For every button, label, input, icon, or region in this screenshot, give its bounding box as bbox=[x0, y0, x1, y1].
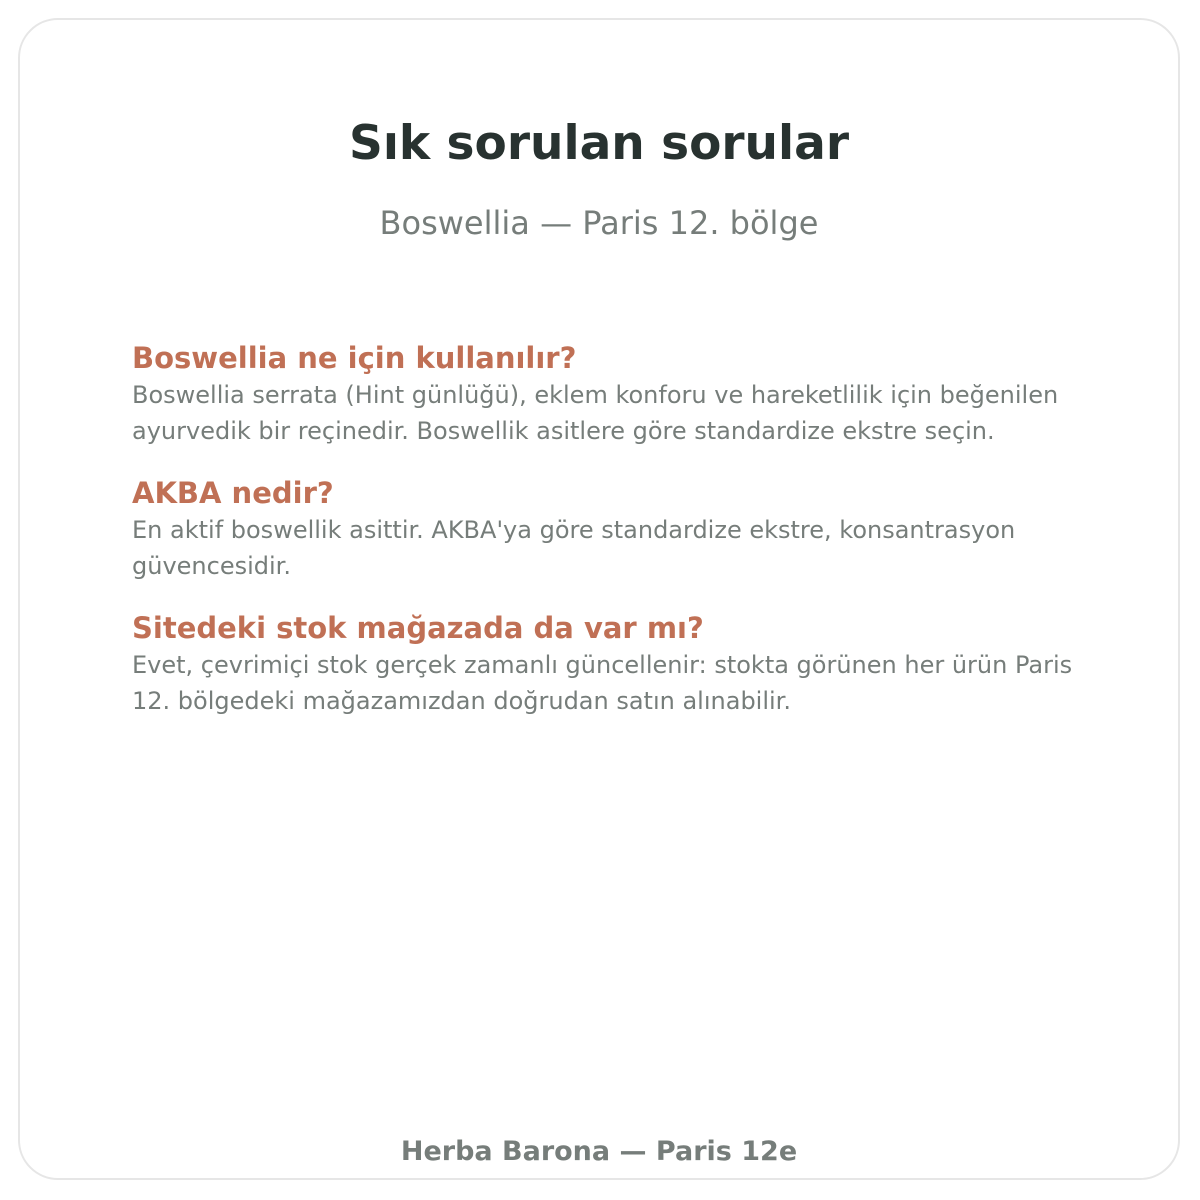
faq-question: Sitedeki stok mağazada da var mı? bbox=[132, 611, 704, 646]
faq-answer: En aktif boswellik asittir. AKBA'ya göre standardize ekstre, konsantrasyon güvencesidir. bbox=[132, 516, 1016, 580]
faq-question: AKBA nedir? bbox=[132, 476, 334, 511]
page-subtitle: Boswellia — Paris 12. bölge bbox=[379, 204, 819, 242]
footer-brand: Herba Barona — Paris 12e bbox=[400, 1136, 798, 1167]
faq-item bbox=[132, 339, 1102, 449]
faq-card bbox=[18, 18, 1180, 1180]
faq-question: Boswellia ne için kullanılır? bbox=[132, 341, 577, 375]
page-title: Sık sorulan sorular bbox=[348, 116, 850, 171]
faq-answer: Boswellia serrata (Hint günlüğü), eklem konforu ve hareketlilik için beğenilen ayurvedik bir reçinedir. Boswellik asitlere göre standardize ekstre seçin. bbox=[132, 381, 1059, 445]
faq-item bbox=[132, 474, 1102, 584]
faq-list bbox=[132, 339, 1102, 745]
faq-answer: Evet, çevrimiçi stok gerçek zamanlı güncellenir: stokta görünen her ürün Paris 12. bölgedeki mağazamızdan doğrudan satın alınabilir. bbox=[132, 651, 1073, 715]
faq-item bbox=[132, 609, 1102, 719]
